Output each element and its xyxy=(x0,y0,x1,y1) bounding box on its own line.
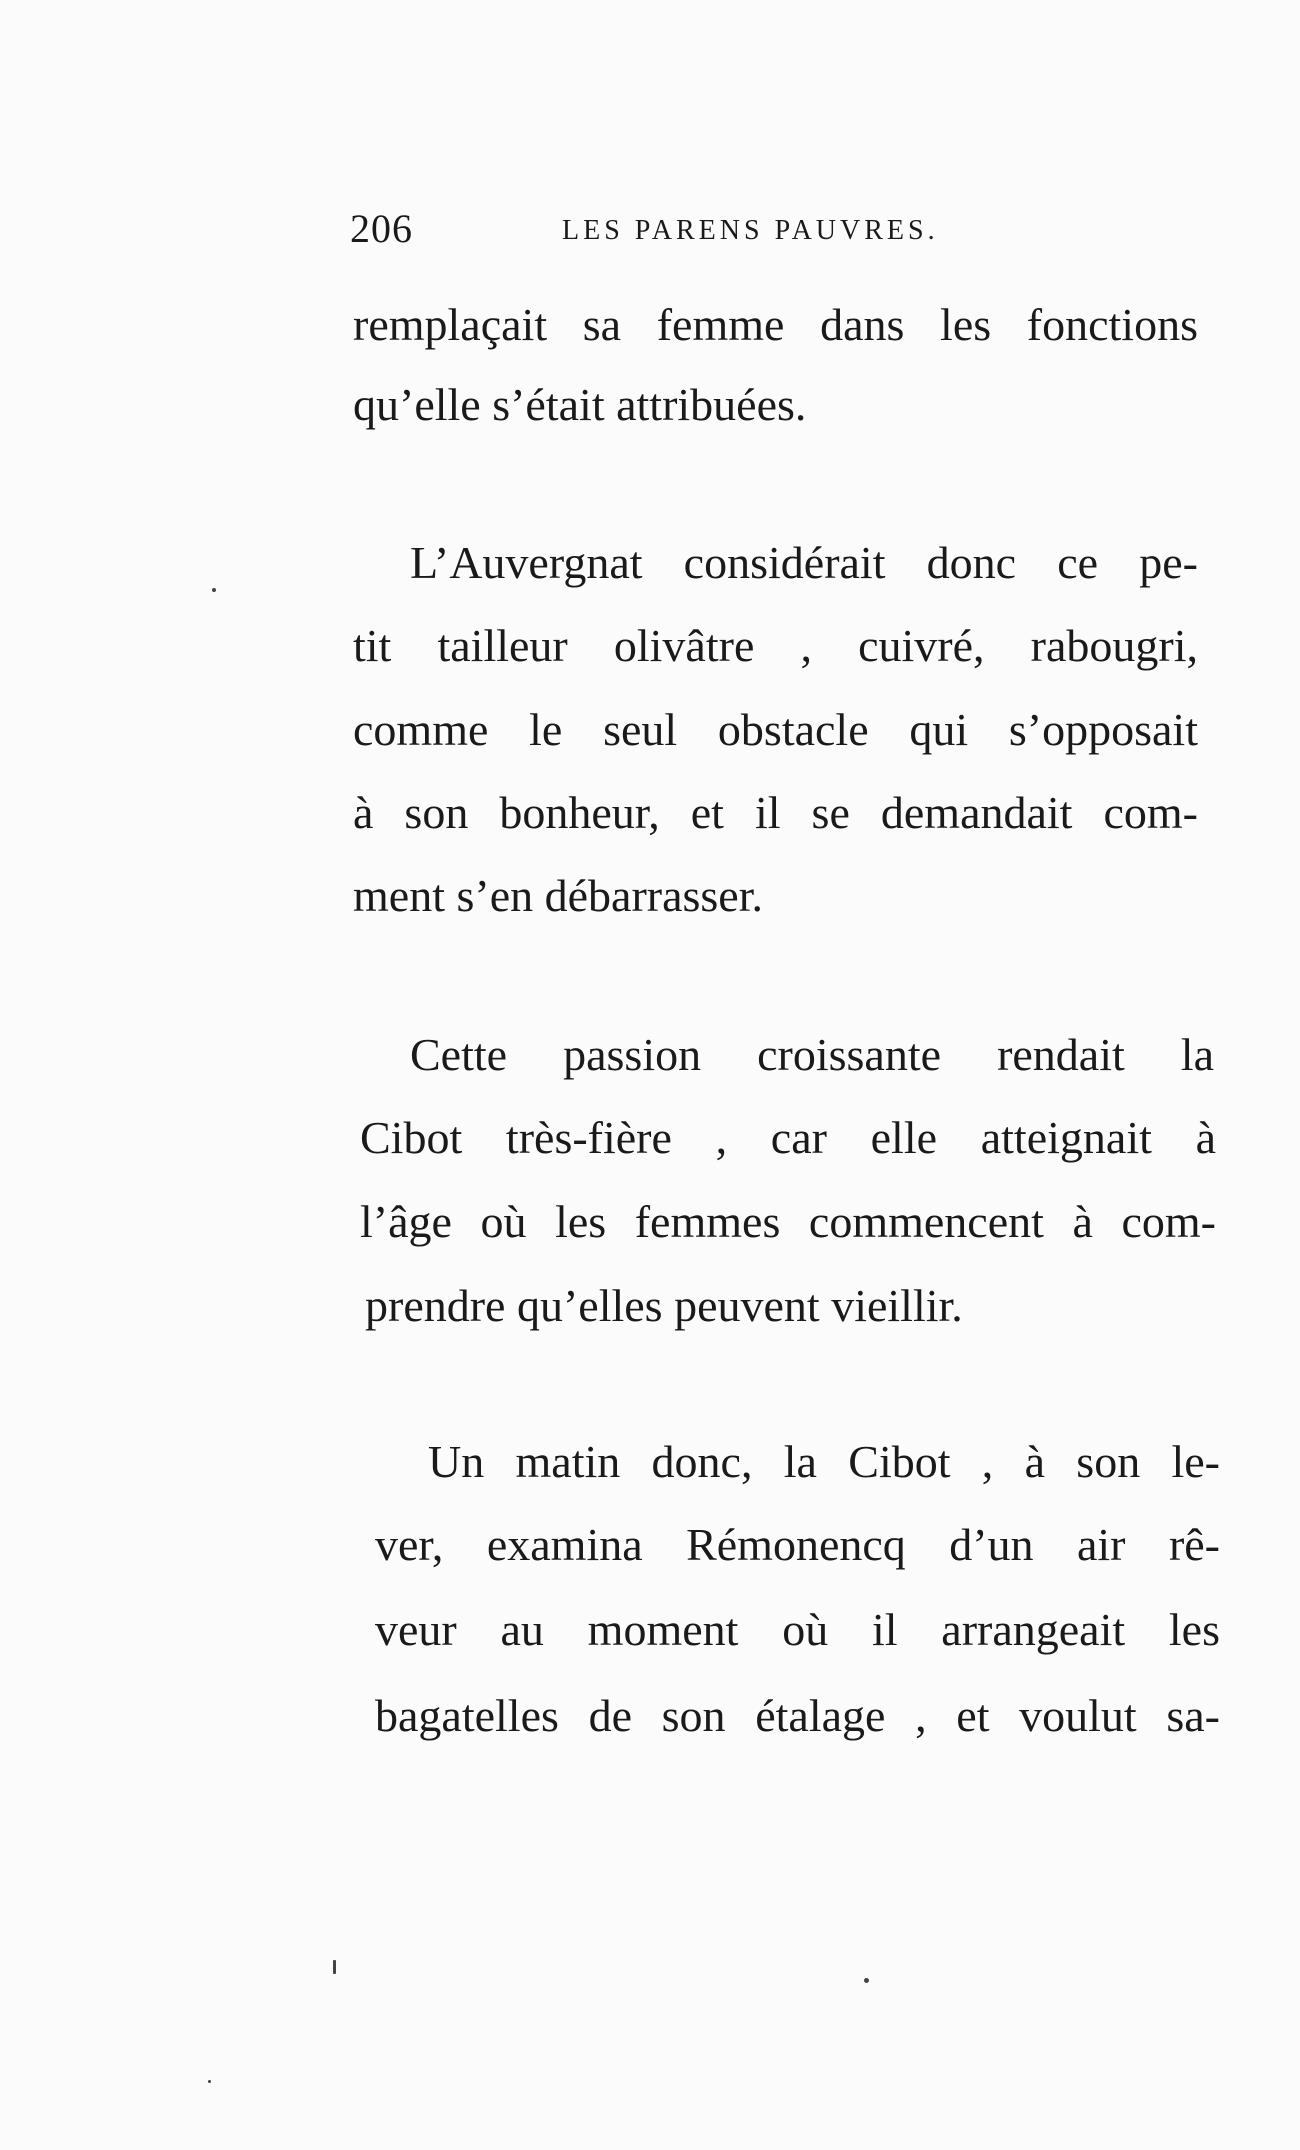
text-line: l’âge où les femmes commencent à com- xyxy=(360,1196,1216,1247)
text-line: à son bonheur, et il se demandait com- xyxy=(353,787,1198,838)
page-header xyxy=(350,205,998,265)
paper-speck xyxy=(212,588,216,592)
text-line: Un matin donc, la Cibot , à son le- xyxy=(428,1436,1220,1487)
paper-speck xyxy=(333,1960,336,1974)
text-line: veur au moment où il arrangeait les xyxy=(375,1604,1220,1655)
text-line: Cibot très-fière , car elle atteignait à xyxy=(360,1112,1216,1163)
page-number: 206 xyxy=(350,206,413,251)
text-line: Cette passion croissante rendait la xyxy=(410,1029,1214,1080)
text-line: ment s’en débarrasser. xyxy=(353,870,764,921)
text-line: prendre qu’elles peuvent vieillir. xyxy=(365,1280,963,1331)
text-line: tit tailleur olivâtre , cuivré, rabougri, xyxy=(353,620,1198,671)
text-line: remplaçait sa femme dans les fonctions xyxy=(353,299,1198,350)
text-line: L’Auvergnat considérait donc ce pe- xyxy=(410,537,1198,588)
text-line: qu’elle s’était attribuées. xyxy=(353,379,807,430)
paper-speck xyxy=(208,2080,211,2083)
text-line: ver, examina Rémonencq d’un air rê- xyxy=(375,1519,1220,1570)
paper-speck xyxy=(864,1978,869,1983)
text-line: comme le seul obstacle qui s’opposait xyxy=(353,704,1198,755)
running-head: LES PARENS PAUVRES. xyxy=(562,215,939,246)
text-line: bagatelles de son étalage , et voulut sa- xyxy=(375,1690,1220,1741)
